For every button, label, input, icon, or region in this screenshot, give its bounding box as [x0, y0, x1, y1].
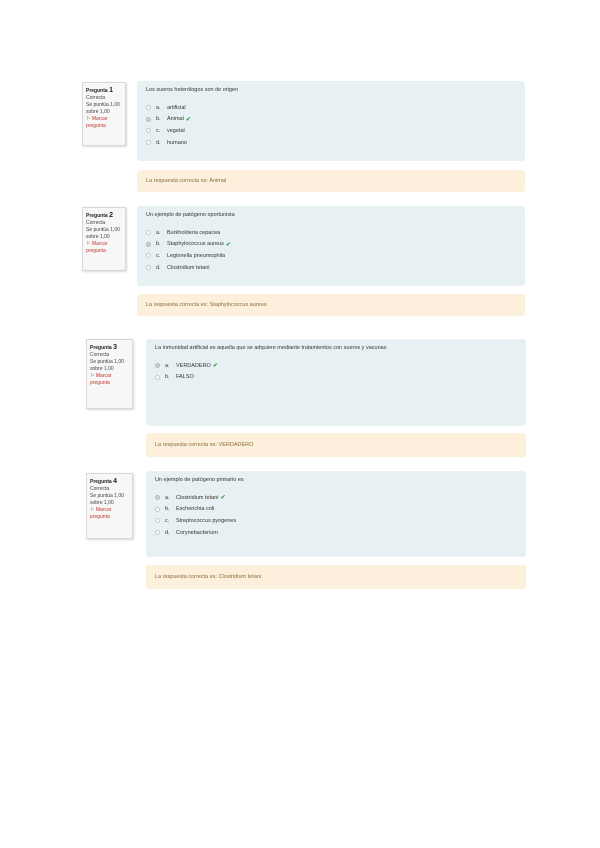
answer-option[interactable] — [146, 250, 516, 262]
question-state: Correcta — [86, 220, 106, 226]
radio-button[interactable] — [155, 375, 160, 380]
radio-button[interactable] — [155, 495, 160, 500]
question-number — [86, 212, 122, 220]
option-text: Clostridium tetani — [167, 264, 210, 271]
option-letter: a. — [165, 494, 170, 501]
feedback-text: La respuesta correcta es: VERDADERO — [155, 442, 254, 448]
question-number-value: 4 — [113, 478, 117, 485]
question-text: La inmunidad artificial es aquella que se adquiere mediante tratamientos con sueros y vacunas — [155, 345, 387, 351]
answer-option[interactable] — [146, 114, 516, 126]
flag-label: Marcar pregunta — [86, 241, 108, 254]
option-text: vegetal — [167, 127, 185, 134]
question-number — [86, 87, 122, 95]
option-text: Burkholderia cepacea — [167, 229, 221, 236]
feedback-text: La respuesta correcta es: Clostridium tetani — [155, 574, 262, 580]
radio-button[interactable] — [146, 105, 151, 110]
option-letter: b. — [156, 241, 161, 248]
score-line-1: Se puntúa 1,00 — [86, 102, 120, 108]
score-line-2: sobre 1,00 — [90, 366, 114, 372]
answer-option[interactable] — [146, 102, 516, 114]
score-line-1: Se puntúa 1,00 — [90, 359, 124, 365]
option-text: Staphylococcus aureus — [167, 241, 224, 248]
option-letter: b. — [165, 506, 170, 513]
flag-icon: ⚐ — [86, 241, 91, 247]
feedback-box-3 — [146, 433, 526, 457]
question-info-4 — [86, 473, 133, 539]
question-content-1 — [137, 81, 525, 161]
radio-button[interactable] — [146, 242, 151, 247]
answer-option[interactable] — [146, 125, 516, 137]
question-text: Un ejemplo de patógeno primario es — [155, 477, 244, 483]
option-letter: d. — [156, 139, 161, 146]
question-number — [90, 478, 129, 486]
option-letter: a. — [156, 229, 161, 236]
question-number-value: 2 — [109, 212, 113, 219]
question-number — [90, 344, 129, 352]
flag-question-link[interactable] — [86, 116, 122, 130]
option-letter: b. — [156, 116, 161, 123]
score-line-2: sobre 1,00 — [86, 109, 110, 115]
feedback-text: La respuesta correcta es: Animal — [146, 178, 227, 184]
radio-button[interactable] — [155, 530, 160, 535]
option-text: FALSO — [176, 374, 194, 381]
radio-button[interactable] — [146, 140, 151, 145]
question-label: Pregunta — [86, 88, 108, 94]
question-label: Pregunta — [86, 213, 108, 219]
answer-option[interactable] — [155, 372, 517, 384]
flag-icon: ⚐ — [90, 373, 95, 379]
option-letter: b. — [165, 374, 170, 381]
question-state: Correcta — [90, 352, 110, 358]
check-icon: ✔ — [225, 241, 231, 248]
option-text: Corynebacterium — [176, 529, 218, 536]
flag-label: Marcar pregunta — [90, 373, 112, 386]
question-number-value: 3 — [113, 344, 117, 351]
question-state: Correcta — [86, 95, 106, 101]
feedback-box-2 — [137, 294, 525, 316]
radio-button[interactable] — [146, 265, 151, 270]
question-content-4 — [146, 471, 526, 557]
option-text: Animal — [167, 116, 184, 123]
check-icon: ✔ — [220, 495, 226, 502]
option-text: Clostridium tetani — [176, 494, 219, 501]
flag-question-link[interactable] — [90, 507, 129, 521]
flag-question-link[interactable] — [86, 241, 122, 255]
option-letter: a. — [156, 104, 161, 111]
question-content-2 — [137, 206, 525, 286]
score-line-2: sobre 1,00 — [90, 500, 114, 506]
check-icon: ✔ — [185, 116, 191, 123]
feedback-box-4 — [146, 565, 526, 589]
radio-button[interactable] — [146, 253, 151, 258]
radio-button[interactable] — [155, 507, 160, 512]
answer-option[interactable] — [155, 504, 517, 516]
option-letter: c. — [156, 252, 161, 259]
option-text: Escherichia coli — [176, 506, 215, 513]
answer-option[interactable] — [155, 492, 517, 504]
answer-option[interactable] — [155, 515, 517, 527]
answer-option[interactable] — [155, 360, 517, 372]
option-text: Legionella pneumophila — [167, 252, 226, 259]
flag-icon: ⚐ — [86, 116, 91, 122]
option-letter: a. — [165, 362, 170, 369]
question-info-2 — [82, 207, 126, 271]
question-text: Un ejemplo de patógeno oportunista — [146, 212, 235, 218]
answer-option[interactable] — [146, 137, 516, 149]
radio-button[interactable] — [146, 230, 151, 235]
question-text: Los sueros heterólogos son de origen — [146, 87, 239, 93]
answer-option[interactable] — [146, 262, 516, 274]
question-info-3 — [86, 339, 133, 409]
question-content-3 — [146, 339, 526, 426]
check-icon: ✔ — [212, 363, 218, 370]
question-label: Pregunta — [90, 479, 112, 485]
option-text: humano — [167, 139, 187, 146]
answer-option[interactable] — [146, 227, 516, 239]
option-text: Streptococcus pyogenes — [176, 517, 237, 524]
score-line-1: Se puntúa 1,00 — [90, 493, 124, 499]
radio-button[interactable] — [146, 128, 151, 133]
option-letter: d. — [165, 529, 170, 536]
option-text: VERDADERO — [176, 362, 211, 369]
question-label: Pregunta — [90, 345, 112, 351]
radio-button[interactable] — [155, 518, 160, 523]
option-letter: c. — [165, 517, 170, 524]
radio-button[interactable] — [155, 363, 160, 368]
question-info-1 — [82, 82, 126, 146]
radio-button[interactable] — [146, 117, 151, 122]
feedback-box-1 — [137, 170, 525, 192]
flag-label: Marcar pregunta — [86, 116, 108, 129]
answer-option[interactable] — [155, 527, 517, 539]
question-number-value: 1 — [109, 87, 113, 94]
flag-question-link[interactable] — [90, 373, 129, 387]
option-letter: c. — [156, 127, 161, 134]
flag-icon: ⚐ — [90, 507, 95, 513]
score-line-1: Se puntúa 1,00 — [86, 227, 120, 233]
answer-option[interactable] — [146, 239, 516, 251]
option-text: artificial — [167, 104, 186, 111]
score-line-2: sobre 1,00 — [86, 234, 110, 240]
question-state: Correcta — [90, 486, 110, 492]
feedback-text: La respuesta correcta es: Staphylococcus aureus — [146, 302, 267, 308]
option-letter: d. — [156, 264, 161, 271]
flag-label: Marcar pregunta — [90, 507, 112, 520]
